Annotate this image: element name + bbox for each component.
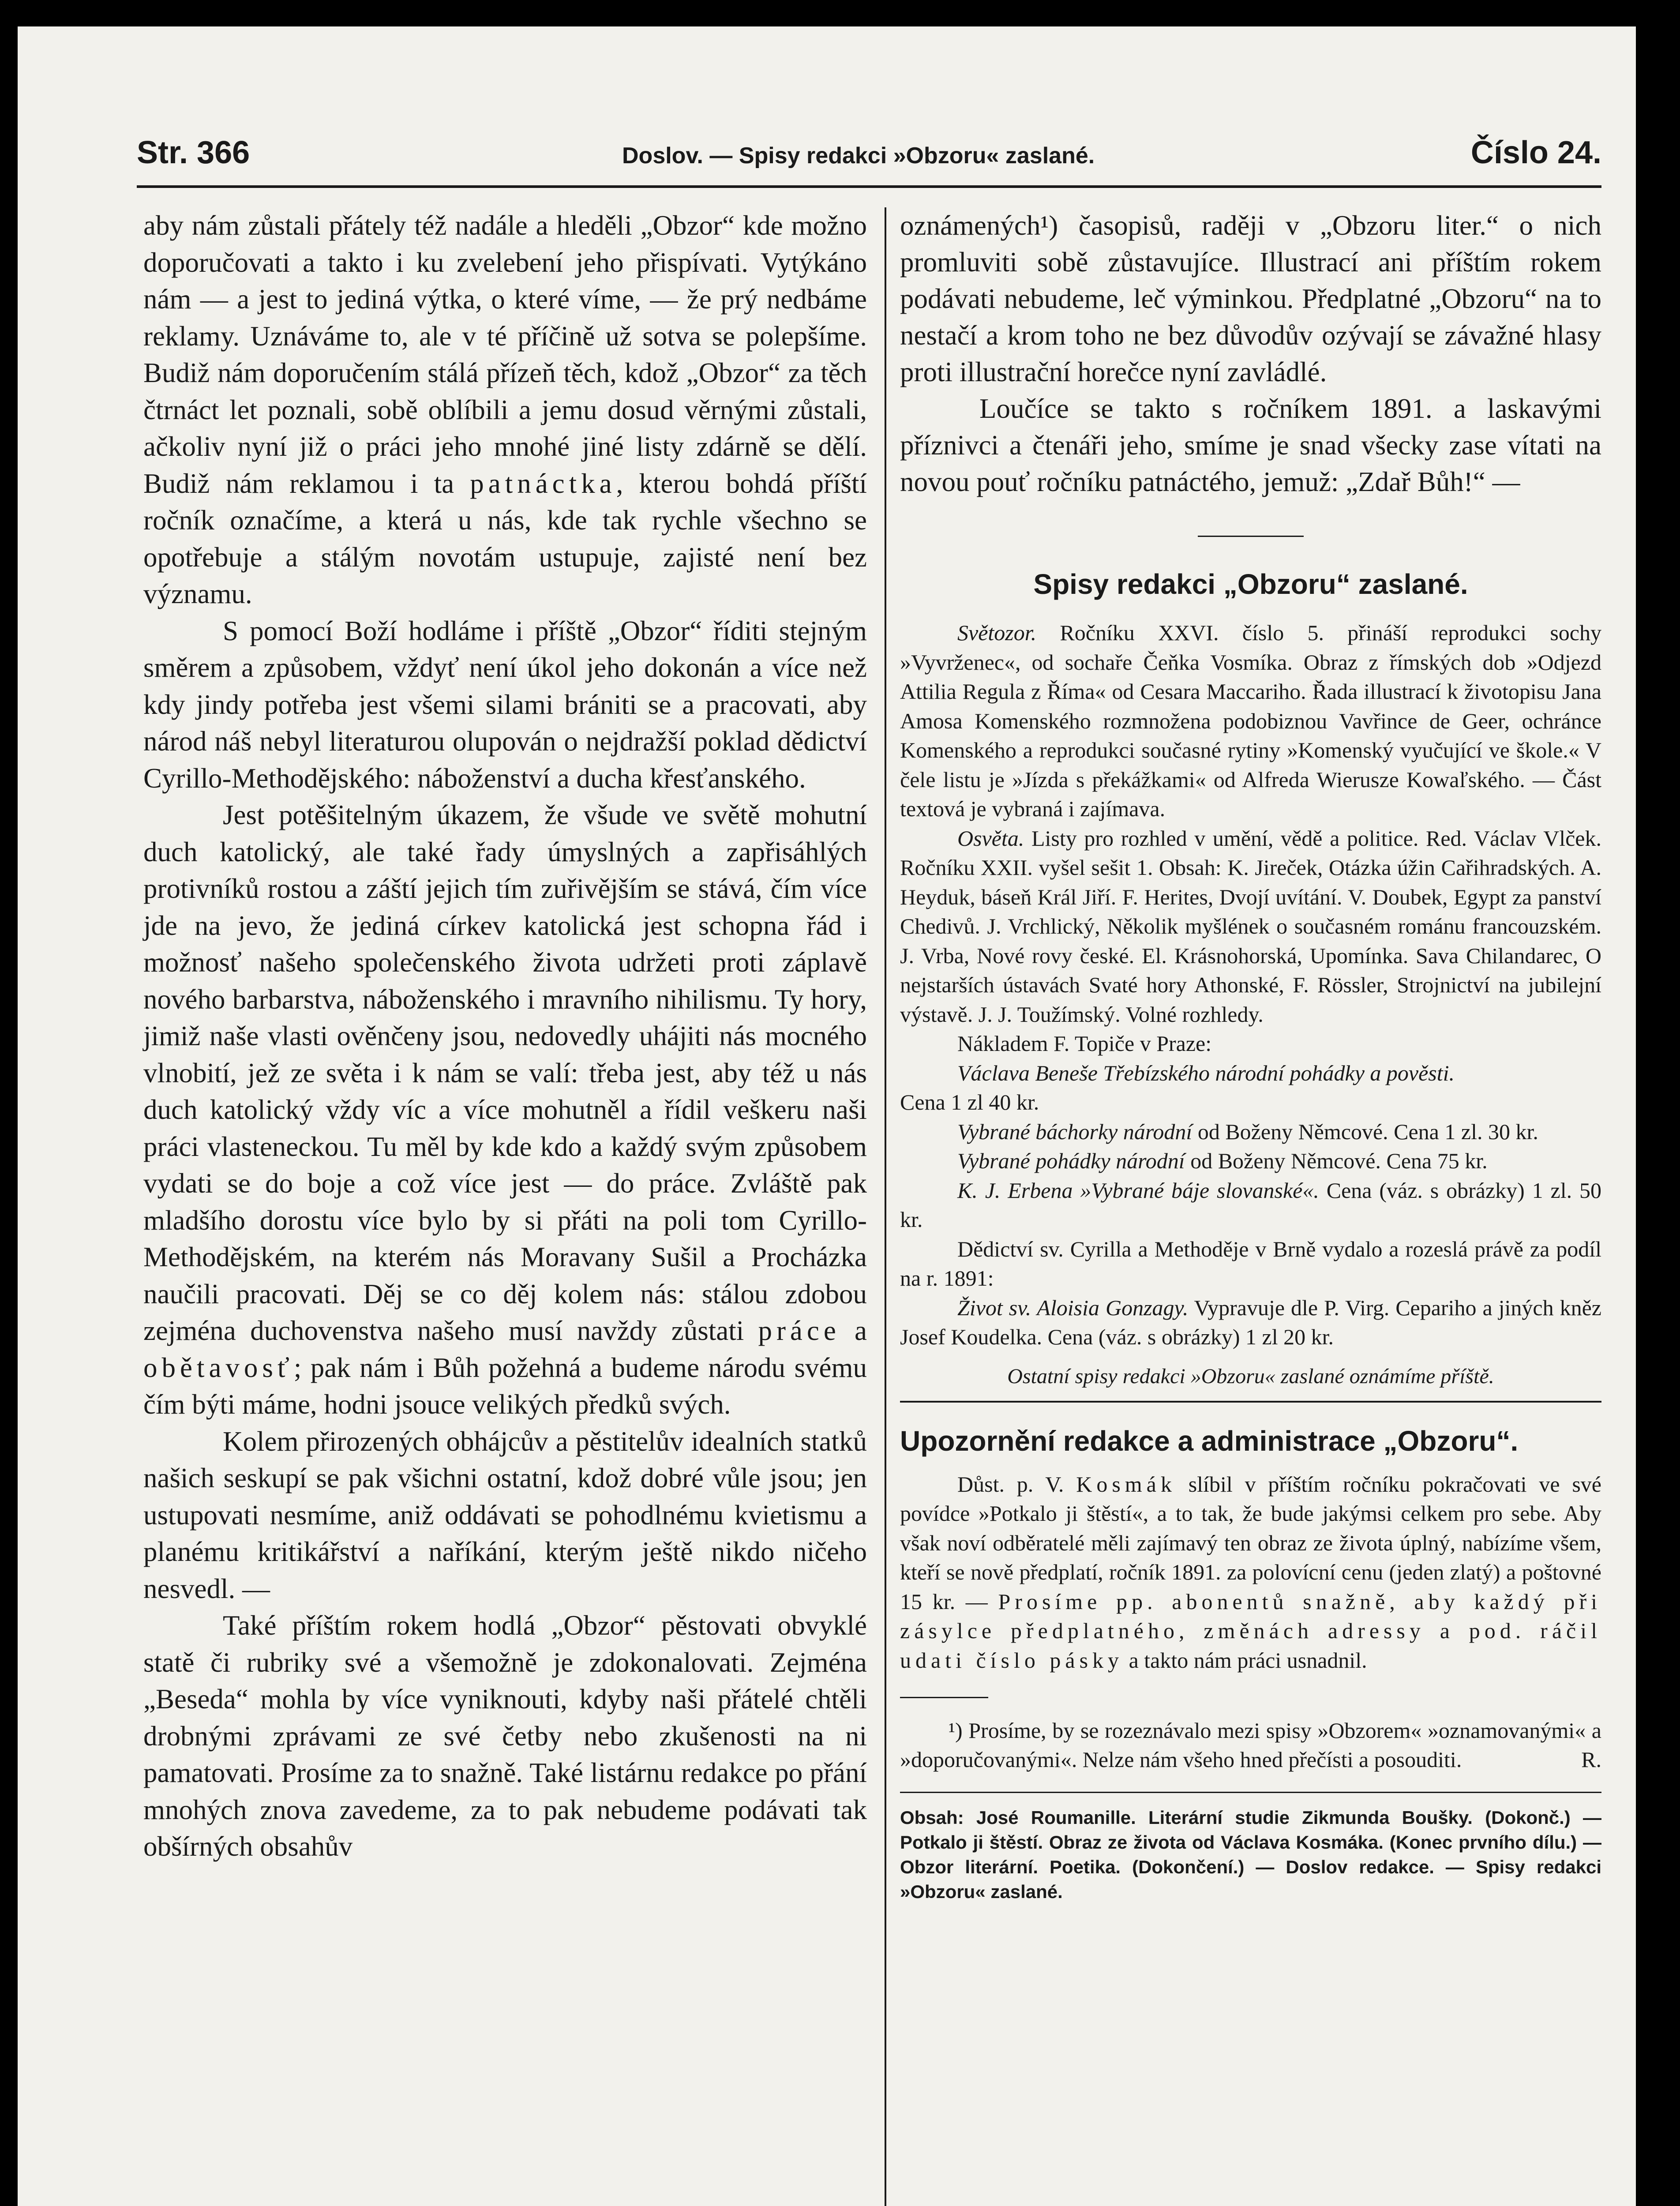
intro-text <box>900 207 1601 500</box>
footnote-divider <box>900 1697 988 1698</box>
section-title: Spisy redakci „Obzoru“ zaslané. <box>1033 568 1468 600</box>
list-item: Nákladem F. Topiče v Praze: <box>957 1031 1212 1056</box>
list-item: Václava Beneše Třebízského národní pohádky a pověsti. Cena 1 zl 40 kr. <box>900 1060 1455 1114</box>
notice-text <box>900 1470 1601 1675</box>
list-item: Dědictví sv. Cyrilla a Methoděje v Brně vydalo a rozeslá právě za podíl na r. 1891: <box>900 1236 1601 1291</box>
footnote <box>900 1716 1601 1774</box>
list-item: K. J. Erbena »Vybrané báje slovanské«. Cena (váz. s obrázky) 1 zl. 50 kr. <box>900 1178 1601 1232</box>
header-rule <box>137 185 1601 188</box>
paragraph: Také příštím rokem hodlá „Obzor“ pěstovati obvyklé statě či rubriky své a všemožně je zdokonalovati. Zejména „Beseda“ mohla by více vyniknouti, kdyby naši přátelé chtěli drobnými zprávami ze své četby nebo zkušenosti na ni pamatovati. Prosíme za to snažně. Také listárnu redakce po přání mnohých znova zavedeme, za to pak nebudeme podávati tak obšírných obsahův <box>143 1610 867 1862</box>
list-item: Vybrané báchorky národní od Boženy Němcové. Cena 1 zl. 30 kr. <box>957 1119 1538 1144</box>
paragraph: oznámených¹) časopisů, raději v „Obzoru liter.“ o nich promluviti sobě zůstavujíce. Illustrací ani příštím rokem podávati nebudeme, leč výminkou. Předplatné „Obzoru“ na to nestačí a krom toho ne bez důvodův ozývají se závažné hlasy proti illustrační horečce nyní zavládlé. <box>900 210 1601 387</box>
paragraph: Kolem přirozených obhájcův a pěstitelův idealních statků našich seskupí se pak všichni ostatní, kdož dobré vůle jsou; jen ustupovati nesmíme, aniž oddávati se pohodlnému kvietismu a planému kritikářství a naříkání, kterým ještě nikdo ničeho nesvedl. — <box>143 1426 867 1604</box>
section-title: Upozornění redakce a administrace „Obzoru“. <box>900 1425 1519 1457</box>
page-number: Str. 366 <box>137 135 250 170</box>
list-item: Osvěta. Listy pro rozhled v umění, vědě a politice. Red. Václav Vlček. Ročníku XXII. vyšel sešit 1. Obsah: K. Jireček, Otázka úžin Cařihradských. A. Heyduk, báseň Král Jiří. F. Herites, Dvojí uvítání. V. Doubek, Egypt za panství Chedivů. J. Vrchlický, Několik myšlének o současném románu francouzském. J. Vrba, Nové rovy české. El. Krásnohorská, Upomínka. Sava Chilandarec, O nejstarších ústavách Svaté hory Athonské, F. Rössler, Strojnictví na jubilejní výstavě. J. J. Toužímský. Volné rozhledy. <box>900 825 1601 1027</box>
issue-number: Číslo 24. <box>1470 135 1601 170</box>
received-publications <box>900 618 1601 1352</box>
section-divider <box>900 1401 1601 1403</box>
paragraph: ¹) Prosíme, by se rozeznávalo mezi spisy »Obzorem« »oznamovanými« a »doporučovanými«. Nelze nám všeho hned přečísti a posouditi. R. <box>900 1716 1601 1774</box>
list-item: Vybrané pohádky národní od Boženy Němcové. Cena 75 kr. <box>957 1148 1488 1173</box>
column-divider <box>885 207 886 2206</box>
list-item: Světozor. Ročníku XXVI. číslo 5. přináší reprodukci sochy »Vyvrženec«, od sochaře Čeňka Vosmíka. Obraz z římských dob »Odjezd Attilia Regula z Říma« od Cesara Maccariho. Řada illustrací k životopisu Jana Amosa Komenského rozmnožena podobiznou Vavřince de Geer, ochránce Komenského a reprodukci současné rytiny »Komenský vyučující ve škole.« V čele listu je »Jízda s překážkami« od Alfreda Wierusze Kowaľského. — Část textová je vybraná i zajímava. <box>900 620 1601 821</box>
contents-divider <box>900 1792 1601 1793</box>
paragraph: Jest potěšitelným úkazem, že všude ve světě mohutní duch katolický, ale také řady úmyslných a zapřisáhlých protivníků rostou a záští jejich tím zuřivějším se stává, čím více jde na jevo, že jediná církev katolická jest schopna řád i možnosť našeho společenského života udržeti proti záplavě nového barbarstva, náboženského i mravního nihilismu. Ty hory, jimiž naše vlasti ověnčeny jsou, nedovedly uhájiti nás mocného vlnobití, jež ze světa i k nám se valí: třeba jest, aby též u nás duch katolický vždy víc a více mohutněl a řídil veškeru naši práci vlasteneckou. Tu měl by kde kdo a každý svým způsobem vydati se do boje a což více jest — do práce. Zvláště pak mladšího dorostu více bylo by si přáti na poli tom Cyrillo-Methodějském, na kterém nás Moravany Sušil a Procházka naučili pracovati. Děj se co děj kolem nás: stálou zdobou zejména duchovenstva našeho musí navždy zůstati práce a obětavosť; pak nám i Bůh požehná a budeme národu svému čím býti máme, hodni jsouce velikých předků svých. <box>143 799 867 1420</box>
table-of-contents: Obsah: José Roumanille. Literární studie Zikmunda Boušky. (Dokonč.) — Potkalo ji štěstí. Obraz ze života od Václava Kosmáka. (Konec prvního dílu.) — Obzor literární. Poetika. (Dokončení.) — Doslov redakce. — Spisy redakci »Obzoru« zaslané. <box>900 1807 1601 1902</box>
list-item: Život sv. Aloisia Gonzagy. Vypravuje dle P. Virg. Cepariho a jiných kněz Josef Koudelka. Cena (váz. s obrázky) 1 zl 20 kr. <box>900 1295 1601 1349</box>
paragraph: aby nám zůstali přátely též nadále a hleděli „Obzor“ kde možno doporučovati a takto i ku zvelebení jeho přispívati. Vytýkáno nám — a jest to jediná výtka, o které víme, — že prý nedbáme reklamy. Uznáváme to, ale v té příčině už sotva se polepšíme. Budiž nám doporučením stálá přízeň těch, kdož „Obzor“ za těch čtrnáct let poznali, sobě oblíbili a jemu dosud věrnými zůstali, ačkoliv nyní již o práci jeho mnohé jiné listy zdárně se dělí. Budiž nám reklamou i ta patnáctka, kterou bohdá příští ročník označíme, a která u nás, kde tak rychle všechno se opotřebuje a stálým novotám ustupuje, zajisté není bez významu. <box>143 210 867 609</box>
header-title: Doslov. — Spisy redakci »Obzoru« zaslané. <box>622 143 1095 169</box>
running-header <box>137 135 1601 174</box>
paragraph: Loučíce se takto s ročníkem 1891. a laskavými příznivci a čtenáři jeho, smíme je snad všecky zase vítati na novou pouť ročníku patnáctého, jemuž: „Zdař Bůh!“ — <box>900 393 1601 497</box>
paragraph: Důst. p. V. Kosmák slíbil v příštím ročníku pokračovati ve své povídce »Potkalo ji štěstí«, a to tak, že bude jakýmsi celkem pro sebe. Aby však noví odběratelé měli zajímavý ten obraz ze života úplný, nabízíme všem, kteří se nově předplatí, ročník 1891. za polovícní cenu (jeden zlatý) a poštovné 15 kr. — Prosíme pp. abonentů snažně, aby každý při zásylce předplatného, změnách adressy a pod. ráčil udati číslo pásky a takto nám práci usnadnil. <box>900 1471 1601 1673</box>
paragraph: S pomocí Boží hodláme i příště „Obzor“ říditi stejným směrem a způsobem, vždyť není úkol jeho dokonán a více než kdy jindy potřeba jest všemi silami brániti se a pracovati, aby národ náš nebyl literaturou olupován o nejdražší poklad dědictví Cyrillo-Methodějského: náboženství a ducha křesťanského. <box>143 615 867 794</box>
section-divider <box>1198 536 1304 537</box>
other-note: Ostatní spisy redakci »Obzoru« zaslané oznámíme příště. <box>1007 1364 1494 1388</box>
right-column <box>900 207 1601 1904</box>
left-column <box>143 207 867 1865</box>
footnote-signature: R. <box>1581 1747 1601 1772</box>
